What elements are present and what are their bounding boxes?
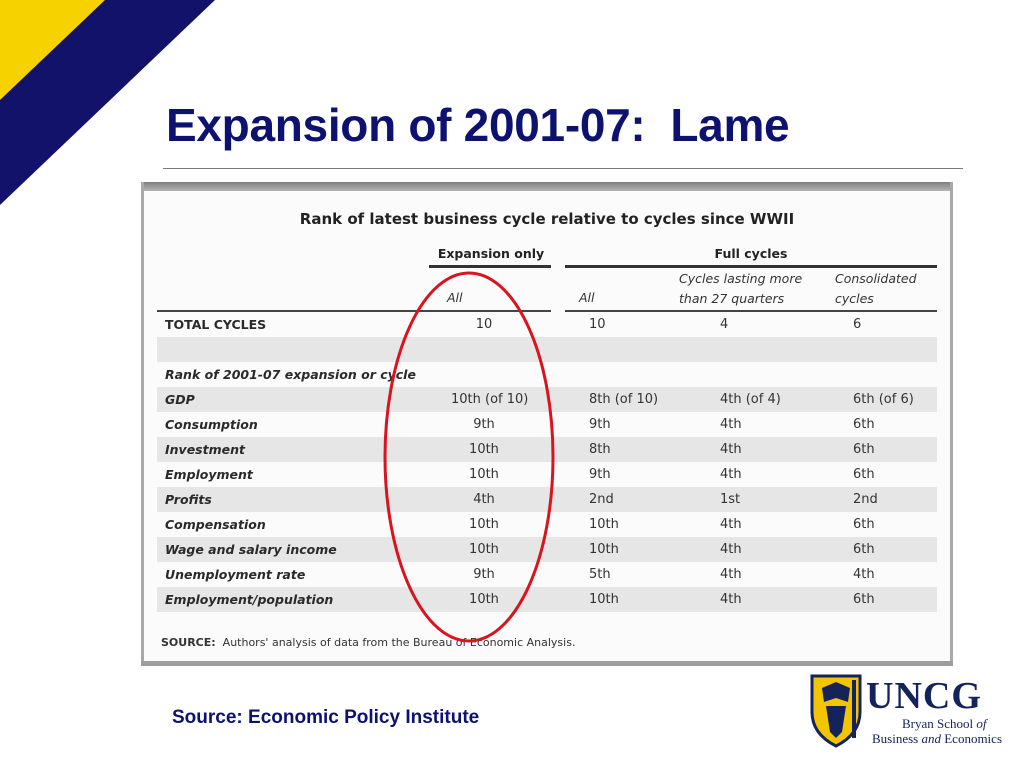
cell-full-all: 9th — [589, 467, 611, 482]
cell-full-all: 10th — [589, 542, 619, 557]
col-header-all-expansion: All — [447, 290, 463, 305]
cell-consolidated: 6th — [853, 517, 875, 532]
cell-27-quarters: 4th — [720, 567, 742, 582]
cell-full-all: 5th — [589, 567, 611, 582]
cell-27-quarters: 4th — [720, 467, 742, 482]
spartan-shield-icon — [808, 672, 864, 748]
cell-full-all: 2nd — [589, 492, 614, 507]
cell-full-all: 10th — [589, 517, 619, 532]
cell-expansion-all: 10th — [469, 592, 499, 607]
cell-expansion-all: 10th — [469, 517, 499, 532]
cell-expansion-all: 10 — [475, 317, 493, 332]
logo-line-1: Bryan School of — [902, 716, 987, 731]
cell-consolidated: 6th (of 6) — [853, 392, 914, 407]
row-label: Compensation — [165, 517, 266, 532]
cell-27-quarters: 4th — [720, 542, 742, 557]
cell-consolidated: 6 — [853, 317, 862, 332]
cell-full-all: 8th — [589, 442, 611, 457]
cell-expansion-all: 10th — [469, 467, 499, 482]
group-header-expansion: Expansion only — [437, 246, 545, 261]
cell-full-all: 8th (of 10) — [589, 392, 659, 407]
cell-consolidated: 6th — [853, 542, 875, 557]
row-label: Unemployment rate — [165, 567, 306, 582]
cell-27-quarters: 4th — [720, 517, 742, 532]
cell-consolidated: 6th — [853, 442, 875, 457]
cell-expansion-all: 10th — [469, 442, 499, 457]
cell-expansion-all: 10th — [469, 542, 499, 557]
cell-expansion-all: 4th — [473, 492, 495, 507]
cell-consolidated: 2nd — [853, 492, 878, 507]
row-label: Employment — [165, 467, 253, 482]
highlight-ellipse — [141, 182, 953, 666]
logo-line-2: Business and Economics — [872, 731, 1002, 746]
row-label: Employment/population — [165, 592, 334, 607]
cell-27-quarters: 1st — [720, 492, 741, 507]
cell-consolidated: 6th — [853, 467, 875, 482]
row-label: Investment — [165, 442, 245, 457]
col-header-all-full: All — [579, 290, 595, 305]
cell-expansion-all: 9th — [473, 567, 495, 582]
row-label: GDP — [165, 392, 195, 407]
uncg-logo — [808, 672, 1008, 756]
slide-title: Expansion of 2001-07: Lame — [166, 99, 790, 151]
cell-full-all: 10th — [589, 592, 619, 607]
cell-expansion-all: 9th — [473, 417, 495, 432]
col-header-27-line2: than 27 quarters — [679, 291, 785, 306]
cell-consolidated: 4th — [853, 567, 875, 582]
col-header-consolidated-line1: Consolidated — [835, 271, 917, 286]
table-title: Rank of latest business cycle relative to cycles since WWII — [299, 210, 795, 228]
row-label: TOTAL CYCLES — [165, 317, 267, 332]
logo-wordmark: UNCG — [866, 675, 982, 717]
cell-27-quarters: 4th — [720, 592, 742, 607]
source-text: Authors' analysis of data from the Bureau of Economic Analysis. — [222, 636, 576, 649]
cell-full-all: 9th — [589, 417, 611, 432]
table-figure — [141, 182, 953, 666]
col-header-27-line1: Cycles lasting more — [679, 271, 803, 286]
cell-consolidated: 6th — [853, 417, 875, 432]
title-divider — [163, 168, 963, 169]
cell-consolidated: 6th — [853, 592, 875, 607]
cell-27-quarters: 4 — [720, 317, 729, 332]
col-header-consolidated-line2: cycles — [835, 291, 874, 306]
cell-full-all: 10 — [589, 317, 606, 332]
cell-27-quarters: 4th (of 4) — [720, 392, 781, 407]
group-header-full: Full cycles — [714, 246, 788, 261]
cell-27-quarters: 4th — [720, 442, 742, 457]
source-label: SOURCE: — [161, 636, 216, 649]
section-label: Rank of 2001-07 expansion or cycle — [165, 367, 416, 382]
footer-source: Source: Economic Policy Institute — [172, 707, 480, 728]
cell-27-quarters: 4th — [720, 417, 742, 432]
row-label: Consumption — [165, 417, 258, 432]
row-label: Profits — [165, 492, 212, 507]
row-label: Wage and salary income — [165, 542, 337, 557]
cell-expansion-all: 10th (of 10) — [451, 392, 529, 407]
